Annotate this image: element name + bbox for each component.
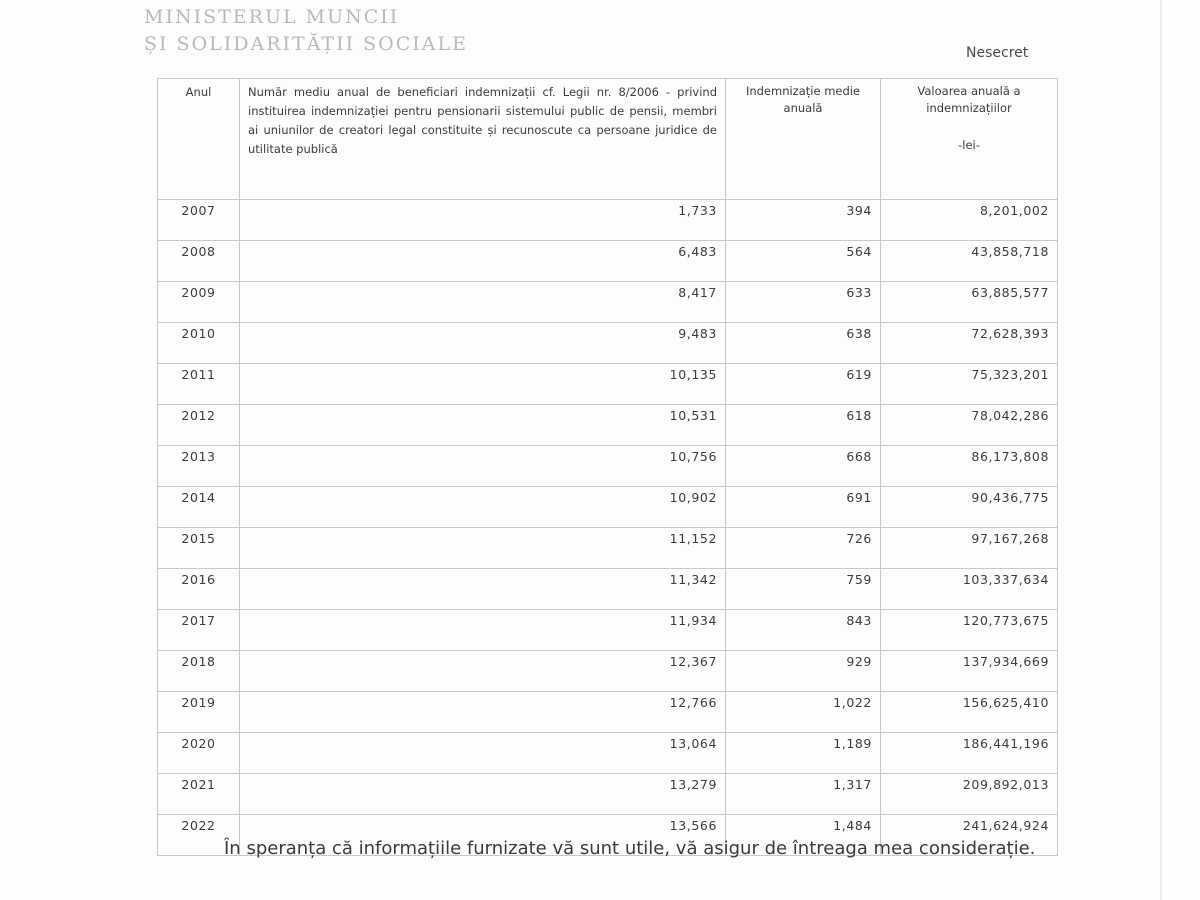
table-row [158, 733, 1058, 774]
cell-average: 691 [726, 487, 881, 528]
table-row [158, 610, 1058, 651]
header-annual-total [881, 79, 1058, 200]
cell-year: 2014 [158, 487, 240, 528]
cell-average: 843 [726, 610, 881, 651]
cell-year: 2009 [158, 282, 240, 323]
cell-beneficiaries: 9,483 [240, 323, 726, 364]
table-row [158, 774, 1058, 815]
cell-average: 633 [726, 282, 881, 323]
cell-year: 2022 [158, 815, 240, 856]
cell-total: 156,625,410 [881, 692, 1058, 733]
header-year: Anul [158, 79, 240, 200]
table-body [158, 200, 1058, 856]
header-annual-total-label: Valoarea anuală a indemnizațiilor [917, 84, 1021, 115]
cell-beneficiaries: 10,531 [240, 405, 726, 446]
cell-average: 394 [726, 200, 881, 241]
table-row [158, 241, 1058, 282]
table-row [158, 446, 1058, 487]
cell-beneficiaries: 12,766 [240, 692, 726, 733]
cell-total: 43,858,718 [881, 241, 1058, 282]
cell-total: 241,624,924 [881, 815, 1058, 856]
cell-total: 103,337,634 [881, 569, 1058, 610]
cell-beneficiaries: 11,342 [240, 569, 726, 610]
cell-year: 2018 [158, 651, 240, 692]
cell-total: 72,628,393 [881, 323, 1058, 364]
indemnity-table [157, 78, 1058, 856]
cell-beneficiaries: 1,733 [240, 200, 726, 241]
cell-total: 75,323,201 [881, 364, 1058, 405]
cell-year: 2007 [158, 200, 240, 241]
cell-average: 1,317 [726, 774, 881, 815]
cell-year: 2011 [158, 364, 240, 405]
table-row [158, 692, 1058, 733]
table-row [158, 323, 1058, 364]
table-row [158, 569, 1058, 610]
cell-beneficiaries: 10,902 [240, 487, 726, 528]
cell-average: 1,022 [726, 692, 881, 733]
cell-year: 2021 [158, 774, 240, 815]
table-row [158, 651, 1058, 692]
cell-total: 86,173,808 [881, 446, 1058, 487]
header-average-indemnity: Indemnizație medie anuală [726, 79, 881, 200]
classification-label: Nesecret [966, 45, 1029, 61]
cell-total: 186,441,196 [881, 733, 1058, 774]
cell-year: 2010 [158, 323, 240, 364]
cell-year: 2020 [158, 733, 240, 774]
table-row [158, 528, 1058, 569]
cell-average: 726 [726, 528, 881, 569]
cell-beneficiaries: 10,135 [240, 364, 726, 405]
table-row [158, 282, 1058, 323]
cell-beneficiaries: 6,483 [240, 241, 726, 282]
closing-paragraph: În speranța că informațiile furnizate vă sunt utile, vă asigur de întreaga mea considerație. [224, 838, 1036, 859]
cell-total: 137,934,669 [881, 651, 1058, 692]
table-header-row [158, 79, 1058, 200]
cell-total: 120,773,675 [881, 610, 1058, 651]
cell-average: 619 [726, 364, 881, 405]
cell-total: 8,201,002 [881, 200, 1058, 241]
table-row [158, 487, 1058, 528]
cell-average: 564 [726, 241, 881, 282]
cell-beneficiaries: 11,934 [240, 610, 726, 651]
cell-average: 929 [726, 651, 881, 692]
cell-beneficiaries: 13,064 [240, 733, 726, 774]
cell-average: 1,484 [726, 815, 881, 856]
cell-total: 97,167,268 [881, 528, 1058, 569]
cell-beneficiaries: 10,756 [240, 446, 726, 487]
cell-total: 90,436,775 [881, 487, 1058, 528]
cell-year: 2013 [158, 446, 240, 487]
table-row [158, 405, 1058, 446]
cell-beneficiaries: 13,566 [240, 815, 726, 856]
cell-beneficiaries: 12,367 [240, 651, 726, 692]
page-edge [1160, 0, 1162, 900]
cell-average: 638 [726, 323, 881, 364]
ministry-letterhead [144, 4, 468, 58]
cell-year: 2019 [158, 692, 240, 733]
cell-year: 2016 [158, 569, 240, 610]
cell-total: 78,042,286 [881, 405, 1058, 446]
ministry-name-line2: ȘI SOLIDARITĂȚII SOCIALE [144, 33, 468, 55]
cell-average: 759 [726, 569, 881, 610]
header-beneficiaries: Număr mediu anual de beneficiari indemnizații cf. Legii nr. 8/2006 - privind instituirea indemnizației pentru pensionarii sistemului public de pensii, membri ai uniunilor de creatori legal constituite și recunoscute ca persoane juridice de utilitate publică [240, 79, 726, 200]
cell-beneficiaries: 13,279 [240, 774, 726, 815]
cell-average: 668 [726, 446, 881, 487]
header-unit: -lei- [958, 138, 980, 152]
cell-beneficiaries: 8,417 [240, 282, 726, 323]
cell-year: 2017 [158, 610, 240, 651]
ministry-name-line1: MINISTERUL MUNCII [144, 6, 400, 28]
cell-beneficiaries: 11,152 [240, 528, 726, 569]
cell-average: 618 [726, 405, 881, 446]
cell-total: 209,892,013 [881, 774, 1058, 815]
cell-total: 63,885,577 [881, 282, 1058, 323]
cell-average: 1,189 [726, 733, 881, 774]
cell-year: 2012 [158, 405, 240, 446]
cell-year: 2015 [158, 528, 240, 569]
cell-year: 2008 [158, 241, 240, 282]
table-row [158, 200, 1058, 241]
table-row [158, 364, 1058, 405]
